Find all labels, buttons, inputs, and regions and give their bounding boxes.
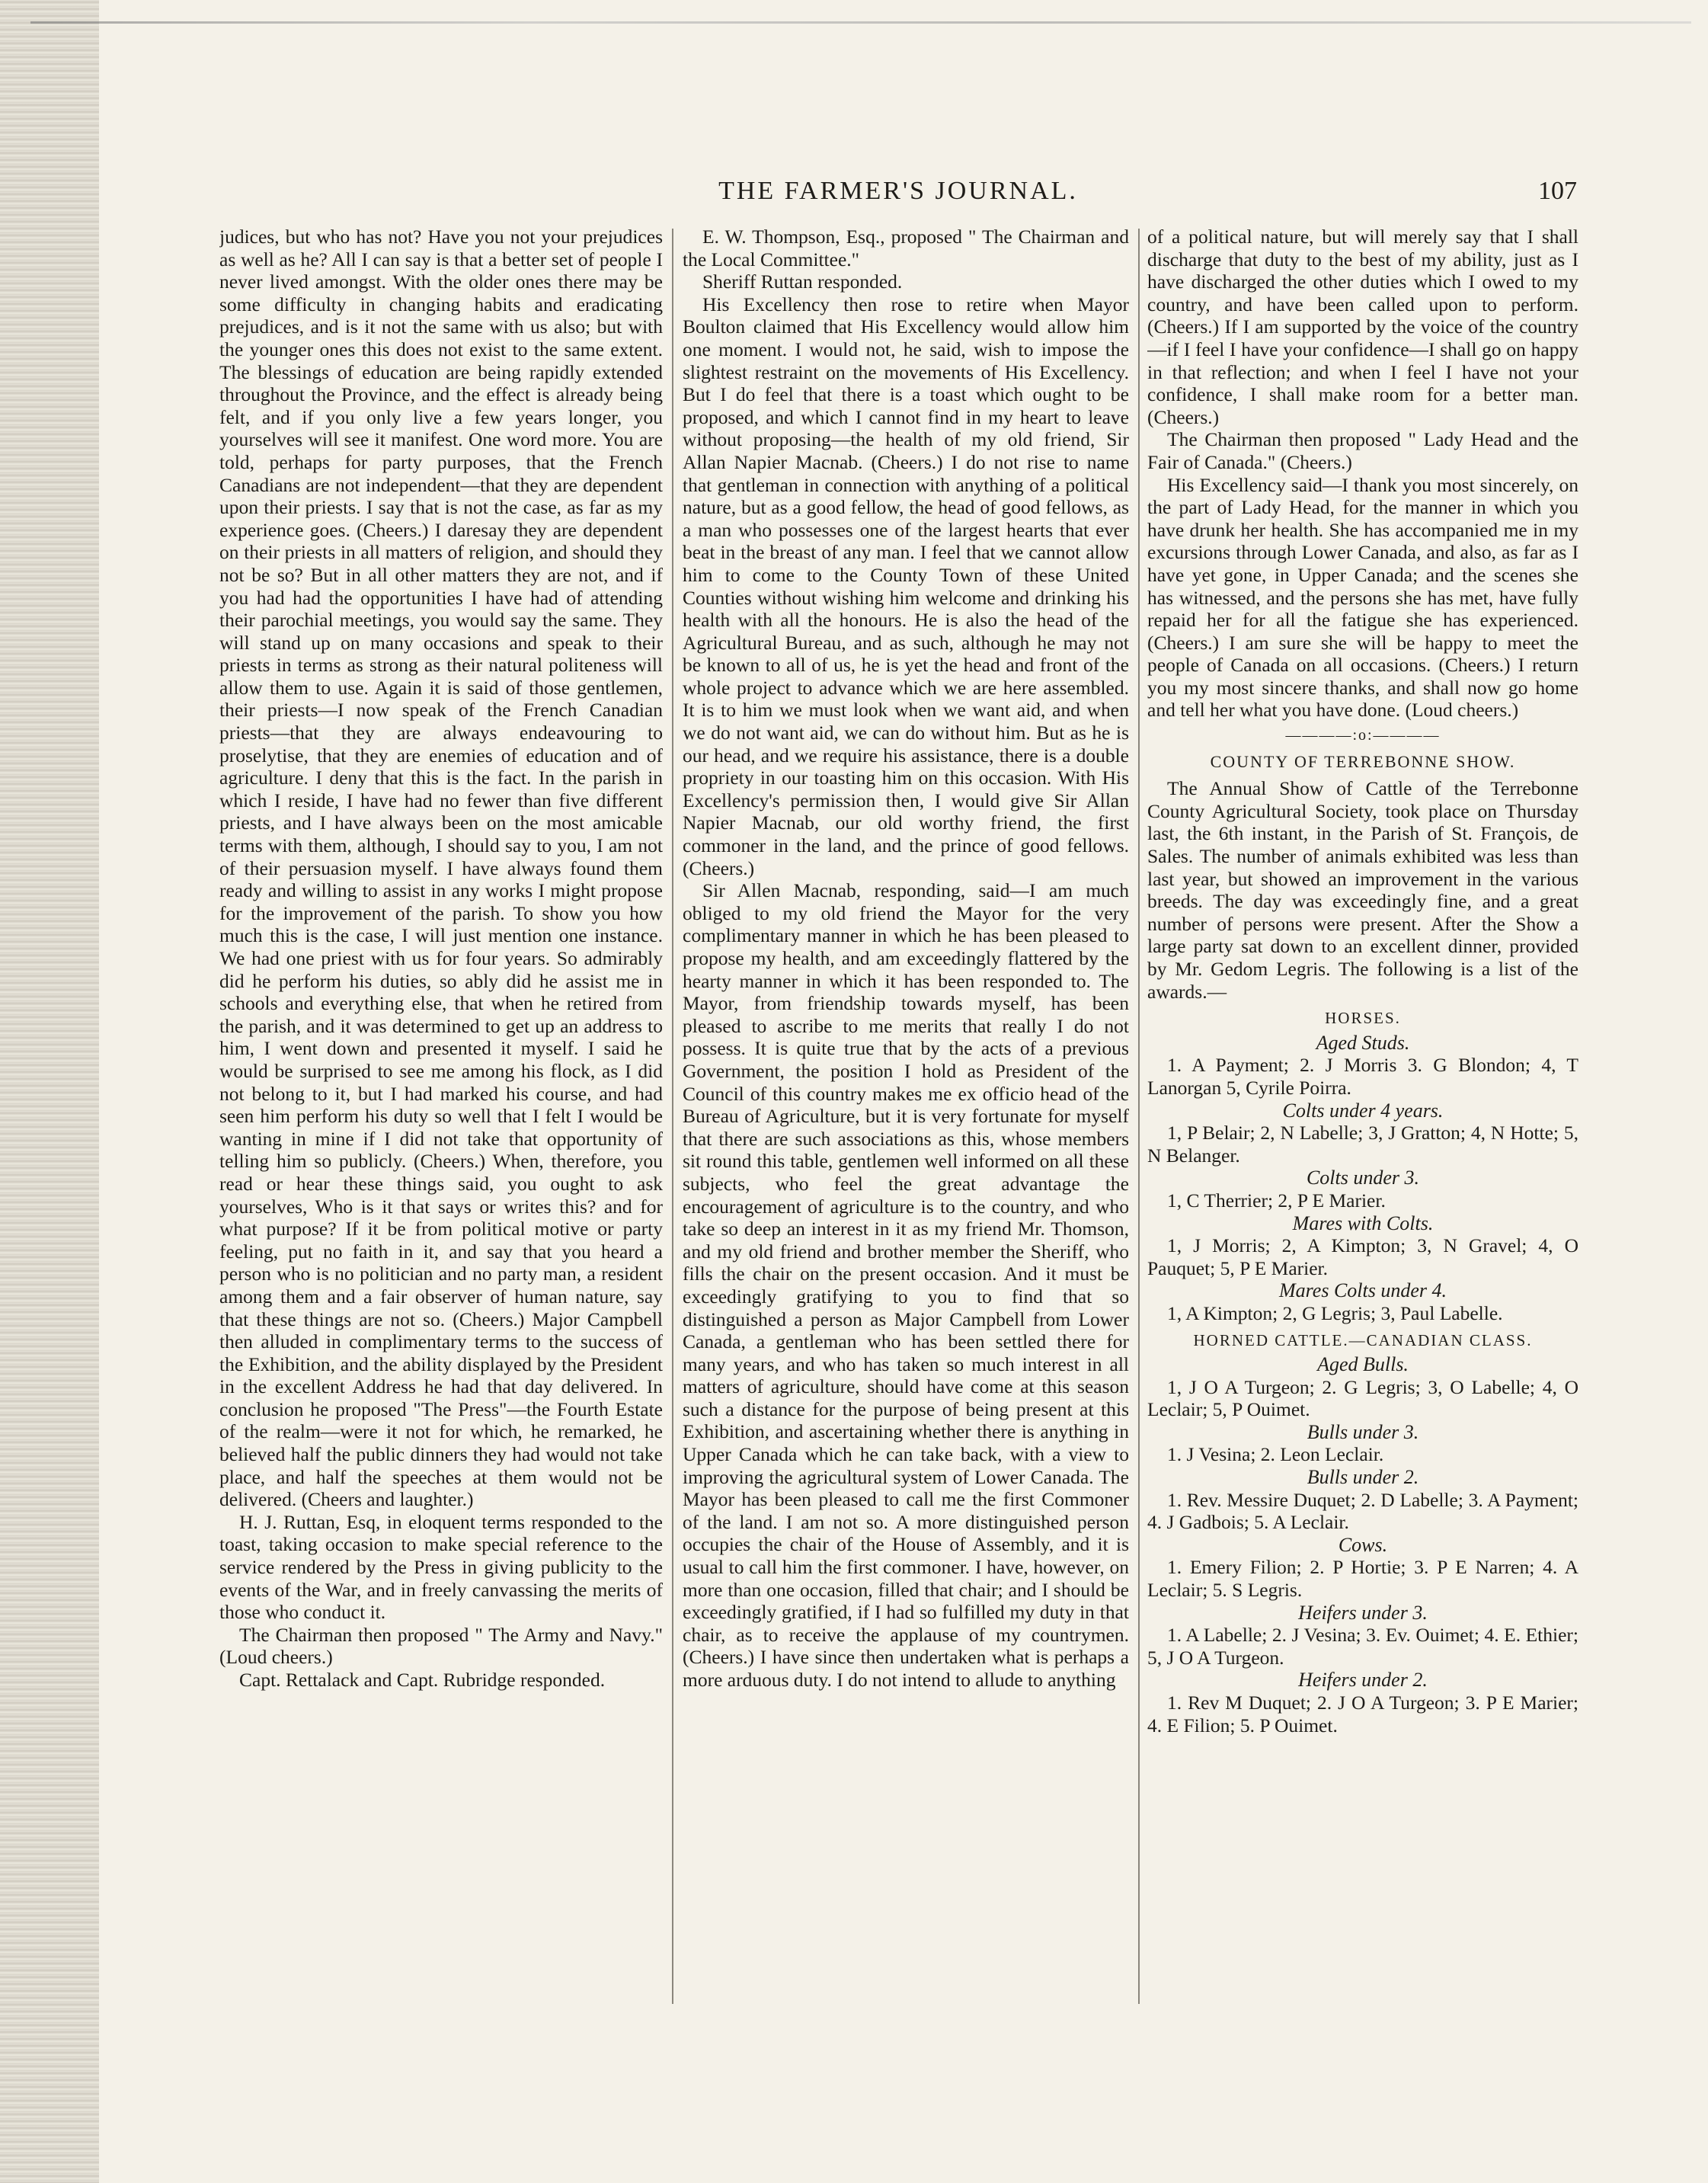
column-2 [683,226,1129,2054]
award-list: 1, C Therrier; 2, P E Marier. [1167,1189,1386,1212]
page-number: 107 [1538,177,1577,205]
award-list: 1. A Payment; 2. J Morris 3. G Blondon; 4, T Lanorgan 5, Cyrile Poirra. [1147,1054,1578,1099]
paragraph: The Chairman then proposed " Lady Head and the Fair of Canada." (Cheers.) [1147,428,1578,473]
paragraph: of a political nature, but will merely say that I shall discharge that duty to the best of my ability, just as I have discharged the other duties which I owed to my country, and have been called upon to perform. (Cheers.) If I am supported by the voice of the country—if I feel I have your confidence—I shall go on happy in that reflection; and when I feel I have not your confidence, I shall make room for a better man. (Cheers.) [1147,226,1578,428]
column-1 [219,226,663,2054]
award-list: 1. Emery Filion; 2. P Hortie; 3. P E Narren; 4. A Leclair; 5. S Legris. [1147,1556,1578,1602]
show-intro: The Annual Show of Cattle of the Terrebonne County Agricultural Society, took place on Thursday last, the 6th instant, in the Parish of St. François, de Sales. The number of animals exhibited was less than last year, but showed an improvement in the various breeds. The day was exceedingly fine, and a great number of persons were present. After the Show a large party sat down to an excellent dinner, provided by Mr. Gedom Legris. The following is a list of the awards.— [1147,777,1578,1003]
award-list: 1, P Belair; 2, N Labelle; 3, J Gratton; 4, N Hotte; 5, N Belanger. [1147,1122,1578,1167]
column-divider [672,229,673,2004]
class-heading: Bulls under 2. [1307,1466,1419,1489]
paragraph: E. W. Thompson, Esq., proposed " The Chairman and the Local Committee." [683,226,1129,270]
paragraph: The Chairman then proposed " The Army and Navy." (Loud cheers.) [219,1623,663,1669]
column-3 [1147,226,1578,2054]
class-heading: Colts under 4 years. [1282,1099,1444,1122]
paragraph: His Excellency then rose to retire when Mayor Boulton claimed that His Excellency would allow him one moment. I would not, he said, wish to impose the slightest restraint on the movements of His Excellency. But I do feel that there is a toast which ought to be proposed, and which I cannot find in my heart to leave without proposing—the health of my old friend, Sir Allan Napier Macnab. (Cheers.) I do not rise to name that gentleman in connection with anything of a political nature, but as a good fellow, the head of good fellows, as a man who possesses one of the largest hearts that ever beat in the breast of any man. I feel that we cannot allow him to come to the County Town of these United Counties without wishing him welcome and drinking his health with all the honours. He is also the head of the Agricultural Bureau, and as such, although he may not be known to all of us, he is yet the head and front of the whole project to advance which we are here assembled. It is to him we must look when we want aid, and when we do not want aid, we can do without him. But as he is our head, and we require his assistance, there is a double propriety in our toasting him on this occasion. With His Excellency's permission then, I would give Sir Allan Napier Macnab, our old worthy friend, the first commoner in the land, and the prince of good fellows. (Cheers.) [683,293,1129,879]
paragraph: Sheriff Ruttan responded. [702,270,903,293]
class-heading: Mares Colts under 4. [1278,1279,1447,1302]
paragraph: Capt. Rettalack and Capt. Rubridge responded. [239,1669,606,1691]
class-heading: Aged Studs. [1316,1031,1410,1054]
page-header [219,177,1577,222]
cattle-heading: HORNED CATTLE.—CANADIAN CLASS. [1193,1330,1533,1349]
horses-heading: HORSES. [1325,1009,1401,1028]
paragraph: His Excellency said—I thank you most sincerely, on the part of Lady Head, for the manner in which you have drunk her health. She has accompanied me in my excursions through Lower Canada, and also, as far as I have yet gone, in Upper Canada; and the scenes she has witnessed, and the persons she has met, have fully repaid her for all the fatigue she has experienced. (Cheers.) I am sure she will be happy to meet the people of Canada on all occasions. (Cheers.) I return you my most sincere thanks, and shall now go home and tell her what you have done. (Loud cheers.) [1147,473,1578,722]
paragraph: Sir Allen Macnab, responding, said—I am much obliged to my old friend the Mayor for the very complimentary manner in which he has been pleased to propose my health, and am exceedingly flattered by the hearty manner in which it has been responded to. The Mayor, from friendship towards myself, has been pleased to ascribe to me merits that really I do not possess. It is quite true that by the acts of a previous Government, the position I hold as President of the Council of this country makes me ex officio head of the Bureau of Agriculture, but it is very fortunate for myself that there are such associations as this, whose members sit round this table, gentlemen well informed on all these subjects, who feel the great advantage the encouragement of agriculture is to the country, and who take so deep an interest in it as my friend Mr. Thomson, and my old friend and brother member the Sheriff, who fills the chair on the present occasion. And it must be exceedingly gratifying to you to find that so distinguished a person as Major Campbell from Lower Canada, a gentleman who has been settled there for many years, and who has taken so much interest in all matters of agriculture, should have come at this season such a distance for the purpose of being present at this Exhibition, and ascertaining whether there is anything in Upper Canada which he can take back, with a view to improving the agricultural system of Lower Canada. The Mayor has been pleased to call me the first Commoner of the land. I am not so. A more distinguished person occupies the chair of the House of Assembly, and it is usual to call him the first commoner. I have, however, on more than one occasion, filled that chair; and I should be exceedingly gratified, if I had so fulfilled my duty in that chair, as to receive the applause of my countrymen. (Cheers.) I have since then undertaken what is perhaps a more arduous duty. I do not intend to allude to anything [683,879,1129,1691]
paragraph: judices, but who has not? Have you not your prejudices as well as he? All I can say is that a better set of people I never lived amongst. With the older ones there may be some difficulty in changing habits and eradicating prejudices, and is it not the same with us also; but with the younger ones this does not exist to the same extent. The blessings of education are being rapidly extended throughout the Province, and the effect is already being felt, and if you only live a few years longer, you yourselves will see it manifest. One word more. You are told, perhaps for party purposes, that the French Canadians are not independent—that they are dependent upon their priests. I say that is not the case, as far as my experience goes. (Cheers.) I daresay they are dependent on their priests in all matters of religion, and should they not be so? But in all other matters they are not, and if you had had the opportunities I have had of attending their parochial meetings, you would say the same. They will stand up on many occasions and speak to their priests in terms as strong as their natural politeness will allow them to use. Again it is said of those gentlemen, their priests—I now speak of the French Canadian priests—that they are always endeavouring to proselytise, that they are enemies of education and of agriculture. I deny that this is the fact. In the parish in which I reside, I have had no fewer than five different priests, and I have always been on the most amicable terms with them, although, I should say to you, I am not of their persuasion myself. I have always found them ready and willing to assist in any works I might propose for the improvement of the parish. To show you how much this is the case, I will just mention one instance. We had one priest with us for four years. So admirably did he perform his duties, so ably did he assist me in schools and everything else, that when he retired from the parish, and it was determined to get up an address to him, I went down and presented it myself. I said he would be surprised to see me among his flock, as I did not belong to it, but I had marked his course, and had seen him perform his duty so well that I felt I would be wanting in mine if I did not take that opportunity of telling him so publicly. (Cheers.) When, therefore, you read or hear these things said, you ought to ask yourselves, Who is it that says or writes this? and for what purpose? If it be from political motive or party feeling, put no faith in it, and say that you heard a person who is no politician and no party man, a resident among them and a fair observer of human nature, say that these things are not so. (Cheers.) Major Campbell then alluded in complimentary terms to the success of the Exhibition, and the ability displayed by the President in the excellent Address he had that day delivered. In conclusion he proposed "The Press"—the Fourth Estate of the realm—were it not for which, he remarked, he believed half the public dinners they had would not take place, and half the speeches at them would not be delivered. (Cheers and laughter.) [219,226,663,1511]
class-heading: Bulls under 3. [1307,1420,1419,1443]
scan-edge [0,0,99,2183]
award-list: 1, A Kimpton; 2, G Legris; 3, Paul Labelle. [1167,1301,1503,1324]
paragraph: H. J. Ruttan, Esq, in eloquent terms responded to the toast, taking occasion to make special reference to the service rendered by the Press in giving publicity to the events of the War, and in freely canvassing the merits of those who conduct it. [219,1510,663,1624]
award-list: 1. J Vesina; 2. Leon Leclair. [1167,1443,1384,1466]
column-divider [1138,229,1140,2004]
section-separator: ————:o:———— [1285,727,1441,744]
award-list: 1. Rev. Messire Duquet; 2. D Labelle; 3. A Payment; 4. J Gadbois; 5. A Leclair. [1147,1488,1578,1534]
top-rule [30,21,1691,24]
journal-title: THE FARMER'S JOURNAL. [718,177,1078,205]
class-heading: Aged Bulls. [1317,1353,1409,1376]
award-list: 1, J Morris; 2, A Kimpton; 3, N Gravel; 4, O Pauquet; 5, P E Marier. [1147,1234,1578,1279]
class-heading: Mares with Colts. [1292,1212,1434,1234]
class-heading: Colts under 3. [1306,1167,1420,1189]
class-heading: Cows. [1338,1533,1388,1556]
award-list: 1, J O A Turgeon; 2. G Legris; 3, O Labelle; 4, O Leclair; 5, P Ouimet. [1147,1375,1578,1421]
class-heading: Heifers under 3. [1298,1601,1428,1624]
award-list: 1. Rev M Duquet; 2. J O A Turgeon; 3. P E Marier; 4. E Filion; 5. P Ouimet. [1147,1692,1578,1736]
award-list: 1. A Labelle; 2. J Vesina; 3. Ev. Ouimet; 4. E. Ethier; 5, J O A Turgeon. [1147,1624,1578,1669]
class-heading: Heifers under 2. [1298,1669,1428,1692]
show-title: COUNTY OF TERREBONNE SHOW. [1210,751,1516,771]
